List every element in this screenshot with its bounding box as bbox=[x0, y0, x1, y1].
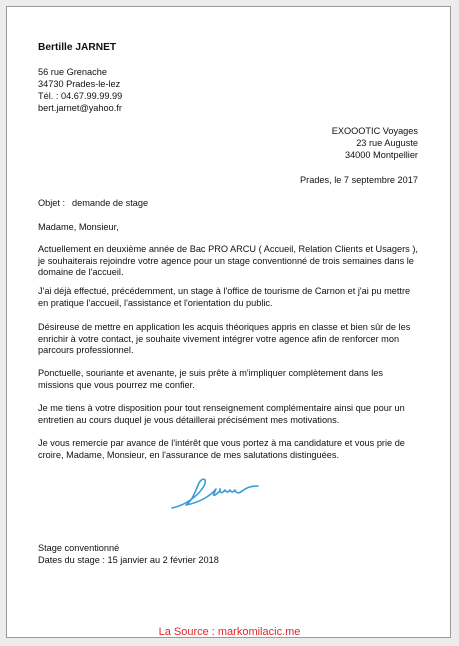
source-caption: La Source : markomilacic.me bbox=[158, 626, 301, 638]
sender-name: Bertille JARNET bbox=[38, 42, 117, 53]
handwritten-signature bbox=[168, 472, 268, 512]
sender-street: 56 rue Grenache bbox=[38, 67, 107, 77]
sender-phone: Tél. : 04.67.99.99.99 bbox=[38, 91, 123, 101]
date-line: Prades, le 7 septembre 2017 bbox=[300, 175, 418, 185]
sender-city: 34730 Prades-le-lez bbox=[38, 79, 121, 89]
paragraph-2: J'ai déjà effectué, précédemment, un stage à l'office de tourisme de Carnon et j'ai pu mettre en pratique l'accueil, l'assistance et l'orientation du public. bbox=[38, 286, 411, 308]
subject-text: demande de stage bbox=[72, 198, 149, 208]
salutation: Madame, Monsieur, bbox=[38, 222, 119, 232]
footer-line-2: Dates du stage : 15 janvier au 2 février 2018 bbox=[38, 555, 219, 565]
subject-label: Objet : bbox=[38, 198, 66, 208]
paragraph-1: Actuellement en deuxième année de Bac PRO ARCU ( Accueil, Relation Clients et Usagers ), je souhaiterais rejoindre votre agence pour un stage conventionné de trois semaines dans le domaine de l'accueil. bbox=[38, 244, 418, 278]
paragraph-6: Je vous remercie par avance de l'intérêt que vous portez à ma candidature et vous prie de croire, Madame, Monsieur, en l'assurance de mes salutations distinguées. bbox=[38, 438, 405, 460]
paragraph-4: Ponctuelle, souriante et avenante, je suis prête à m'impliquer complètement dans les missions que vous pourrez me confier. bbox=[38, 368, 383, 390]
paragraph-5: Je me tiens à votre disposition pour tout renseignement complémentaire ainsi que pour un entretien au cours duquel je vous détaillerai précisément mes motivations. bbox=[38, 403, 405, 425]
recipient-city: 34000 Montpellier bbox=[344, 150, 418, 160]
paragraph-3: Désireuse de mettre en application les acquis théoriques appris en classe et bien sûr de les enrichir à votre contact, je souhaite vivement intégrer votre agence afin de renforcer mon parcours professionnel. bbox=[38, 322, 411, 356]
recipient-street: 23 rue Auguste bbox=[356, 138, 418, 148]
sender-email: bert.jarnet@yahoo.fr bbox=[38, 103, 122, 113]
footer-line-1: Stage conventionné bbox=[38, 543, 120, 553]
recipient-company: EXOOOTIC Voyages bbox=[331, 126, 418, 136]
